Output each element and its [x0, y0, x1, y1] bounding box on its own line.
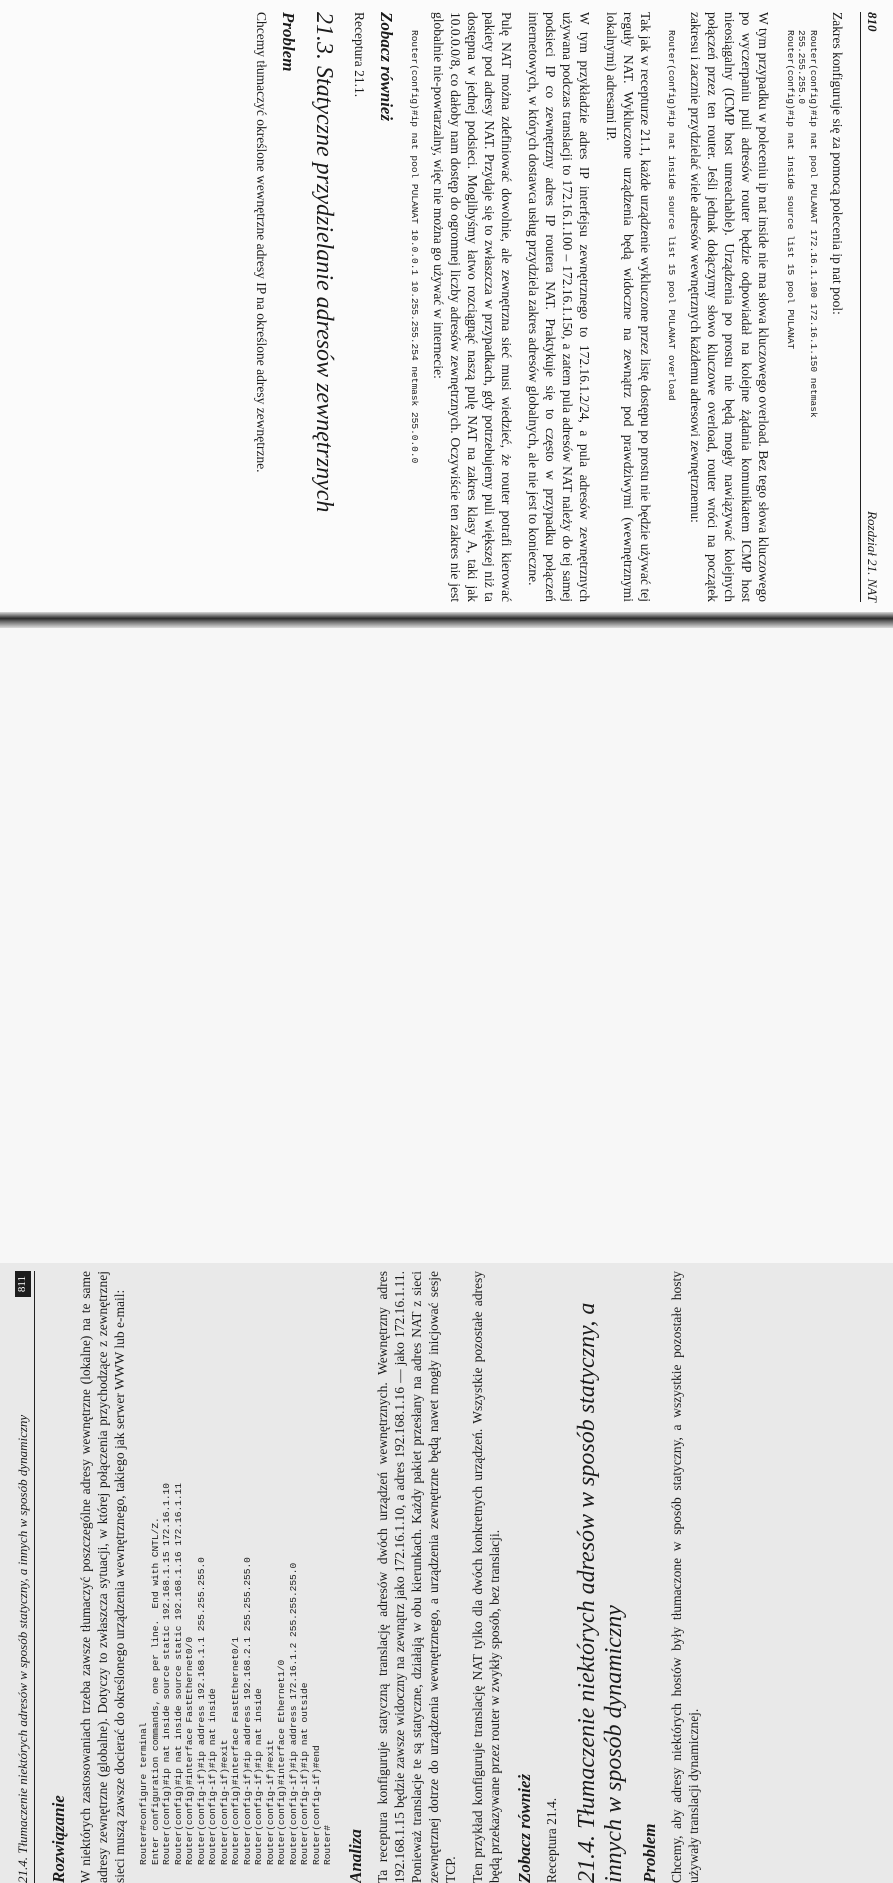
page-header: [15, 1271, 35, 1883]
body-paragraph: W tym przykładzie adres IP interfejsu zewnętrznego to 172.16.1.2/24, a pula adresów zewnętrznych używana podczas translacji to 172.16.1.100 – 172.16.1.150, a zatem pula adresów NAT należy do tej samej podsieci IP co zewnętrzny adres IP routera NAT. Praktykuje się to często w przypadku połączeń internetowych, w których dostawca usług przydziela zakres adresów globalnych, ale nie jest to konieczne.: [526, 12, 592, 602]
section-heading: 21.3. Statyczne przydzielanie adresów zewnętrznych: [311, 12, 338, 513]
section-heading: 21.4. Tłumaczenie niektórych adresów w sposób statyczny, a innych w sposób dynamiczny: [573, 1302, 627, 1883]
intro-paragraph: Zakres konfiguruje się za pomocą polecenia ip nat pool:: [830, 12, 845, 315]
page-number: 810: [865, 12, 880, 32]
problem-heading: Problem: [279, 12, 299, 72]
see-also-text: Receptura 21.1.: [352, 12, 368, 98]
code-block: Router(config)#ip nat pool PULANAT 10.0.0.1 10.255.255.254 netmask 255.0.0.0: [409, 30, 420, 464]
scan-gutter: [0, 612, 893, 628]
analysis-paragraph: Ten przykład konfiguruje translację NAT tylko dla dwóch konkretnych urządzeń. Wszystkie pozostałe adresy będą przekazywane przez router w zwykły sposób, bez translacji.: [469, 1271, 502, 1883]
top-page: [0, 0, 893, 612]
analysis-paragraph: Ta receptura konfiguruje statyczną translację adresów dwóch urządzeń wewnętrznych. Wewnętrzny adres 192.168.1.15 będzie zawsze widoczny na zewnątrz jako 172.16.1.10, a adres 192.168.1.16 — jako 172.16.1.11. Ponieważ translacje te są statyczne, działają w obu kierunkach. Każdy pakiet przesłany na adres NAT z sieci zewnętrznej dotrze do urządzenia wewnętrznego, a urządzenia zewnętrzne będą nawet mogły inicjować sesje TCP.: [374, 1271, 458, 1883]
solution-heading: Rozwiązanie: [49, 1795, 68, 1883]
solution-text: W niektórych zastosowaniach trzeba zawsze tłumaczyć poszczególne adresy wewnętrzne (lokalne) na te same adresy zewnętrzne (globalne). Dotyczy to zwłaszcza sytuacji, w której połączenia przychodzące z zewnętrznej sieci muszą zawsze docierać do określonego urządzenia wewnętrznego, takiego jak serwer WWW lub e-mail:: [78, 1271, 127, 1883]
chapter-title: Rozdział 21. NAT: [865, 511, 880, 602]
code-block: Router(config)#ip nat pool PULANAT 172.16.1.100 172.16.1.150 netmask 255.255.255.0 Router(config)#ip nat inside source list 15 pool PULANAT: [785, 30, 819, 418]
body-paragraph: W tym przypadku w poleceniu ip nat inside nie ma słowa kluczowego overload. Bez tego słowa kluczowego po wyczerpaniu puli adresów router będzie odpowiadał na kolejne żądania komunikatem ICMP host nieosiągalny (ICMP host unreachable). Urządzenia po prostu nie będą mogły nawiązywać kolejnych połączeń przez ten router. Jeśli jednak dołączymy słowo kluczowe overload, router wróci na początek zakresu i zacznie przydzielać wiele adresów wewnętrznych każdemu adresowi zewnętrznemu:: [688, 12, 772, 602]
code-block: Router(config)#ip nat inside source list 15 pool PULANAT overload: [666, 30, 678, 401]
top-page-content: [20, 12, 880, 602]
see-also-text: Receptura 21.4.: [543, 1797, 559, 1883]
see-also-heading: Zobacz również: [377, 12, 397, 122]
code-block: Router#configure terminal Enter configuration commands, one per line. End with CNTL/Z. Router(config)#ip nat inside source static 192.168.1.15 172.16.1.10 Router(config)#ip nat inside source static 192.168.1.16 172.16.1.11 Router(config)#interface FastEthernet0/0 Router(config-if)#ip address 192.168.1.1 255.255.255.0 Router(config-if)#ip nat inside Router(config-if)#exit Router(config)#interface FastEthernet0/1 Router(config-if)#ip address 192.168.2.1 255.255.255.0 Router(config-if)#ip nat inside Router(config-if)#exit Router(config)#interface Ethernet1/0 Router(config-if)#ip address 172.16.1.2 255.255.255.0 Router(config-if)#ip nat outside Router(config-if)#end Router#: [138, 1483, 333, 1865]
problem-heading: Problem: [639, 1823, 659, 1883]
running-title: 21.4. Tłumaczenie niektórych adresów w sposób statyczny, a innych w sposób dynamiczny: [15, 1414, 30, 1883]
problem-text: Chcemy tłumaczyć określone wewnętrzne adresy IP na określone adresy zewnętrzne.: [254, 12, 270, 473]
body-paragraph: Pulę NAT można zdefiniować dowolnie, ale zewnętrzna sieć musi wiedzieć, że router potrafi kierować pakiety pod adresy NAT. Przydaje się to zwłaszcza w przypadkach, gdy potrzebujemy puli większej niż ta dostępna w jednej podsieci. Moglibyśmy łatwo rozciągnąć naszą pulę NAT na zakres klasy A, taki jak 10.0.0.0/8, co dałoby nam dostęp do ogromnej liczby adresów zewnętrznych. Oczywiście ten zakres nie jest globalnie nie-powtarzalny, więc nie można go używać w internecie:: [431, 12, 514, 602]
analysis-heading: Analiza: [345, 1829, 365, 1883]
problem-text: Chcemy, aby adresy niektórych hostów były tłumaczone w sposób statyczny, a wszystkie pozostałe hosty używały translacji dynamicznej.: [668, 1271, 701, 1883]
bottom-page: [0, 628, 893, 1883]
page-number: 811: [15, 1271, 31, 1297]
bottom-page-content: [15, 1271, 875, 1883]
page-header: [860, 12, 880, 602]
body-paragraph: Tak jak w recepturze 21.1, każde urządzenie wykluczone przez listę dostępu po prostu nie będzie używać tej reguły NAT. Wykluczone urządzenia będą widoczne na zewnątrz pod prawdziwymi (wewnętrznymi lokalnymi) adresami IP.: [604, 12, 653, 602]
see-also-heading: Zobacz również: [514, 1773, 534, 1883]
